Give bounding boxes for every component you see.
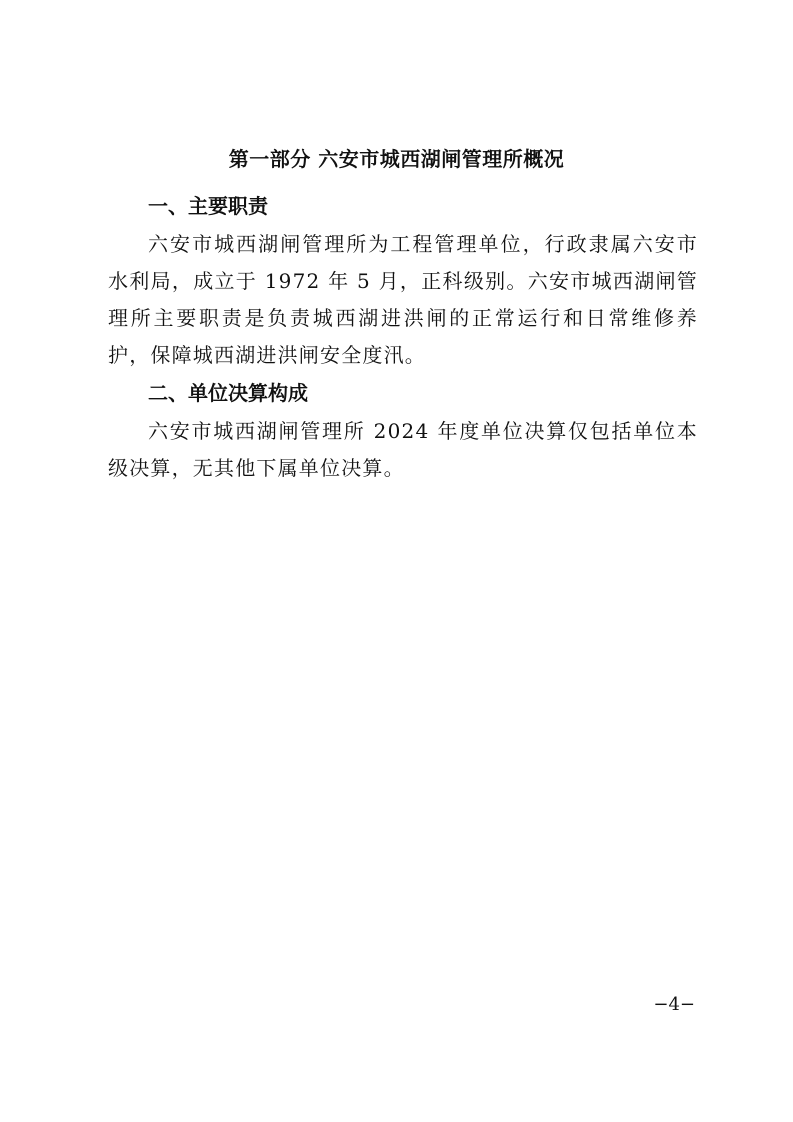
section-heading-budget-composition: 二、单位决算构成 [148,381,308,405]
paragraph-main-duties: 六安市城西湖闸管理所为工程管理单位，行政隶属六安市水利局，成立于 1972 年 5 月，正科级别。六安市城西湖闸管理所主要职责是负责城西湖进洪闸的正常运行和日常维修养护，保障城西湖进洪闸安全度汛。 [108,232,698,367]
section-heading-main-duties: 一、主要职责 [148,194,268,218]
paragraph-budget-composition: 六安市城西湖闸管理所 2024 年度单位决算仅包括单位本级决算，无其他下属单位决算。 [108,419,698,480]
page-title: 第一部分 六安市城西湖闸管理所概况 [228,147,565,171]
page-number: −4− [653,994,695,1015]
